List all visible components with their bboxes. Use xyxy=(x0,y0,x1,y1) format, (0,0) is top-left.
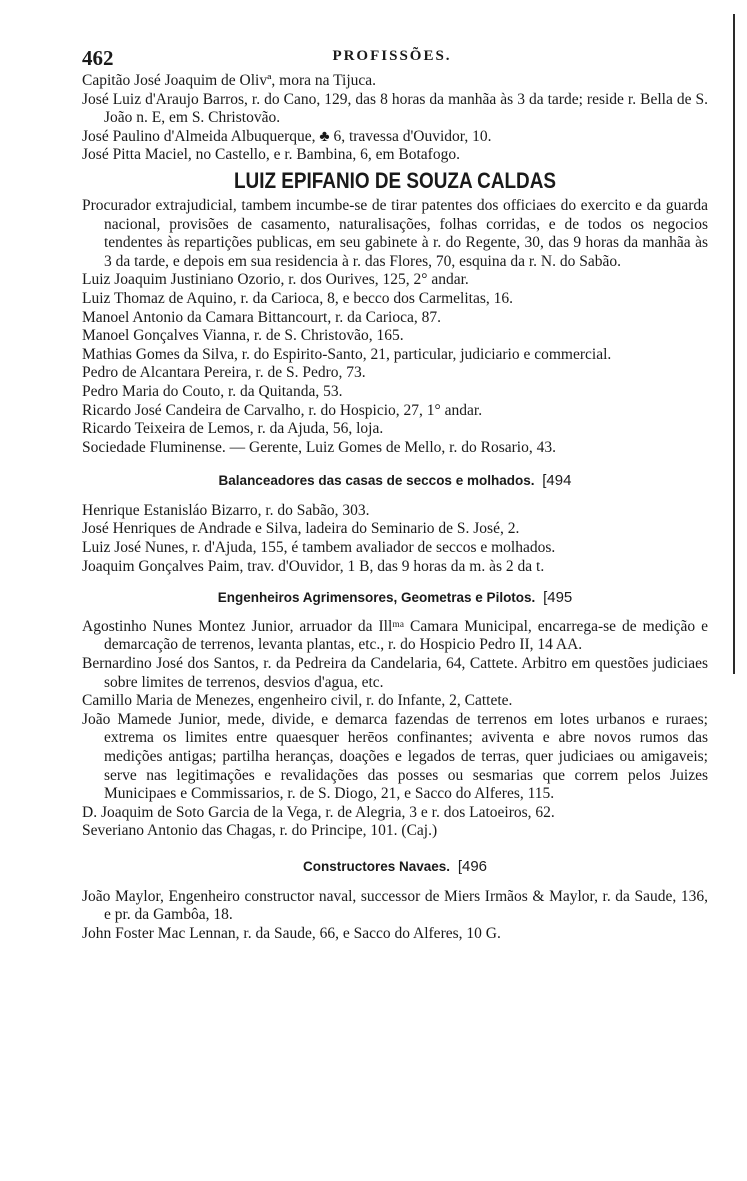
entry: Camillo Maria de Menezes, engenheiro civil, r. do Infante, 2, Cattete. xyxy=(82,692,513,710)
entry: Severiano Antonio das Chagas, r. do Principe, 101. (Caj.) xyxy=(82,822,438,840)
page-number: 462 xyxy=(82,46,114,70)
featured-name-heading: LUIZ EPIFANIO DE SOUZA CALDAS xyxy=(233,167,556,193)
section-title: Constructores Navaes. xyxy=(302,858,451,874)
section-title: Engenheiros Agrimensores, Geometras e Pilotos. xyxy=(217,590,536,606)
section-heading-engenheiros xyxy=(82,589,708,608)
section-number: [495 xyxy=(543,589,573,607)
page-edge-rule xyxy=(733,14,735,674)
section-title: Balanceadores das casas de seccos e molhados. xyxy=(218,473,535,489)
section-heading-constructores xyxy=(82,858,708,877)
entry: Ricardo Teixeira de Lemos, r. da Ajuda, 56, loja. xyxy=(82,420,384,438)
running-header xyxy=(82,46,702,70)
section-heading-balanceadores xyxy=(82,472,708,491)
entry: Bernardino José dos Santos, r. da Pedreira da Candelaria, 64, Cattete. Arbitro em questões judiciaes sobre limites de terrenos, desvios d'agua, etc. xyxy=(82,655,708,691)
entry: Pedro de Alcantara Pereira, r. de S. Pedro, 73. xyxy=(82,364,366,382)
entry: Joaquim Gonçalves Paim, trav. d'Ouvidor, 1 B, das 9 horas da m. às 2 da t. xyxy=(82,557,545,575)
entry: Manoel Gonçalves Vianna, r. de S. Christovão, 165. xyxy=(82,327,404,345)
entry: Mathias Gomes da Silva, r. do Espirito-Santo, 21, particular, judiciario e commercial. xyxy=(82,345,612,363)
entry: Luiz Joaquim Justiniano Ozorio, r. dos Ourives, 125, 2° andar. xyxy=(82,271,469,289)
entry: Agostinho Nunes Montez Junior, arruador da Illᵐᵃ Camara Municipal, encarrega-se de medição e demarcação de terrenos, levanta plantas, etc., r. do Hospicio Pedro II, 14 AA. xyxy=(82,617,708,654)
entry: Luiz José Nunes, r. d'Ajuda, 155, é tambem avaliador de seccos e molhados. xyxy=(82,539,556,557)
entry: João Mamede Junior, mede, divide, e demarca fazendas de terrenos em lotes urbanos e ruraes; extrema os limites entre quaesquer herēos confinantes; aviventa e abre novos rumos das medições antigas; partilha heranças, doações e legados de terras, quer judiciaes ou amigaveis; serve nas legitimações e revalidações das posses ou sesmarias que correm pelos Juizes Municipaes e Commissarios, r. de S. Diogo, 21, e Sacco do Alferes, 115. xyxy=(82,710,708,803)
entry: John Foster Mac Lennan, r. da Saude, 66, e Sacco do Alferes, 10 G. xyxy=(82,924,501,942)
section-number: [496 xyxy=(457,857,488,875)
entry: José Pitta Maciel, no Castello, e r. Bambina, 6, em Botafogo. xyxy=(82,146,460,164)
entry: D. Joaquim de Soto Garcia de la Vega, r. de Alegria, 3 e r. dos Latoeiros, 62. xyxy=(82,803,555,821)
entry: Procurador extrajudicial, tambem incumbe-se de tirar patentes dos officiaes do exercito e da guarda nacional, provisões de casamento, naturalisações, folhas corridas, e de todos os negocios tendentes às repartições publicas, em seu gabinete à r. do Regente, 30, das 9 horas da manhãa às 3 da tarde, e depois em sua residencia à r. das Flores, 70, esquina da r. N. do Sabão. xyxy=(82,196,708,270)
entry: Ricardo José Candeira de Carvalho, r. do Hospicio, 27, 1° andar. xyxy=(82,401,483,419)
directory-column xyxy=(82,72,708,943)
section-number: [494 xyxy=(542,472,572,490)
entry: João Maylor, Engenheiro constructor naval, successor de Miers Irmãos & Maylor, r. da Saude, 136, e pr. da Gambôa, 18. xyxy=(82,887,708,924)
entry: Sociedade Fluminense. — Gerente, Luiz Gomes de Mello, r. do Rosario, 43. xyxy=(82,438,556,456)
entry: Henrique Estanisláo Bizarro, r. do Sabão, 303. xyxy=(82,501,370,519)
entry: José Paulino d'Almeida Albuquerque, ♣ 6, travessa d'Ouvidor, 10. xyxy=(82,127,492,145)
entry: Luiz Thomaz de Aquino, r. da Carioca, 8, e becco dos Carmelitas, 16. xyxy=(82,289,514,307)
entry: José Henriques de Andrade e Silva, ladeira do Seminario de S. José, 2. xyxy=(82,520,520,538)
entry: Capitão José Joaquim de Olivª, mora na Tijuca. xyxy=(82,72,377,89)
entry: Pedro Maria do Couto, r. da Quitanda, 53. xyxy=(82,382,343,400)
entry: José Luiz d'Araujo Barros, r. do Cano, 129, das 8 horas da manhãa às 3 da tarde; reside r. Bella de S. João n. E, em S. Christovão. xyxy=(82,90,708,127)
header-title: PROFISSÕES. xyxy=(332,48,452,64)
entry: Manoel Antonio da Camara Bittancourt, r. da Carioca, 87. xyxy=(82,308,441,326)
